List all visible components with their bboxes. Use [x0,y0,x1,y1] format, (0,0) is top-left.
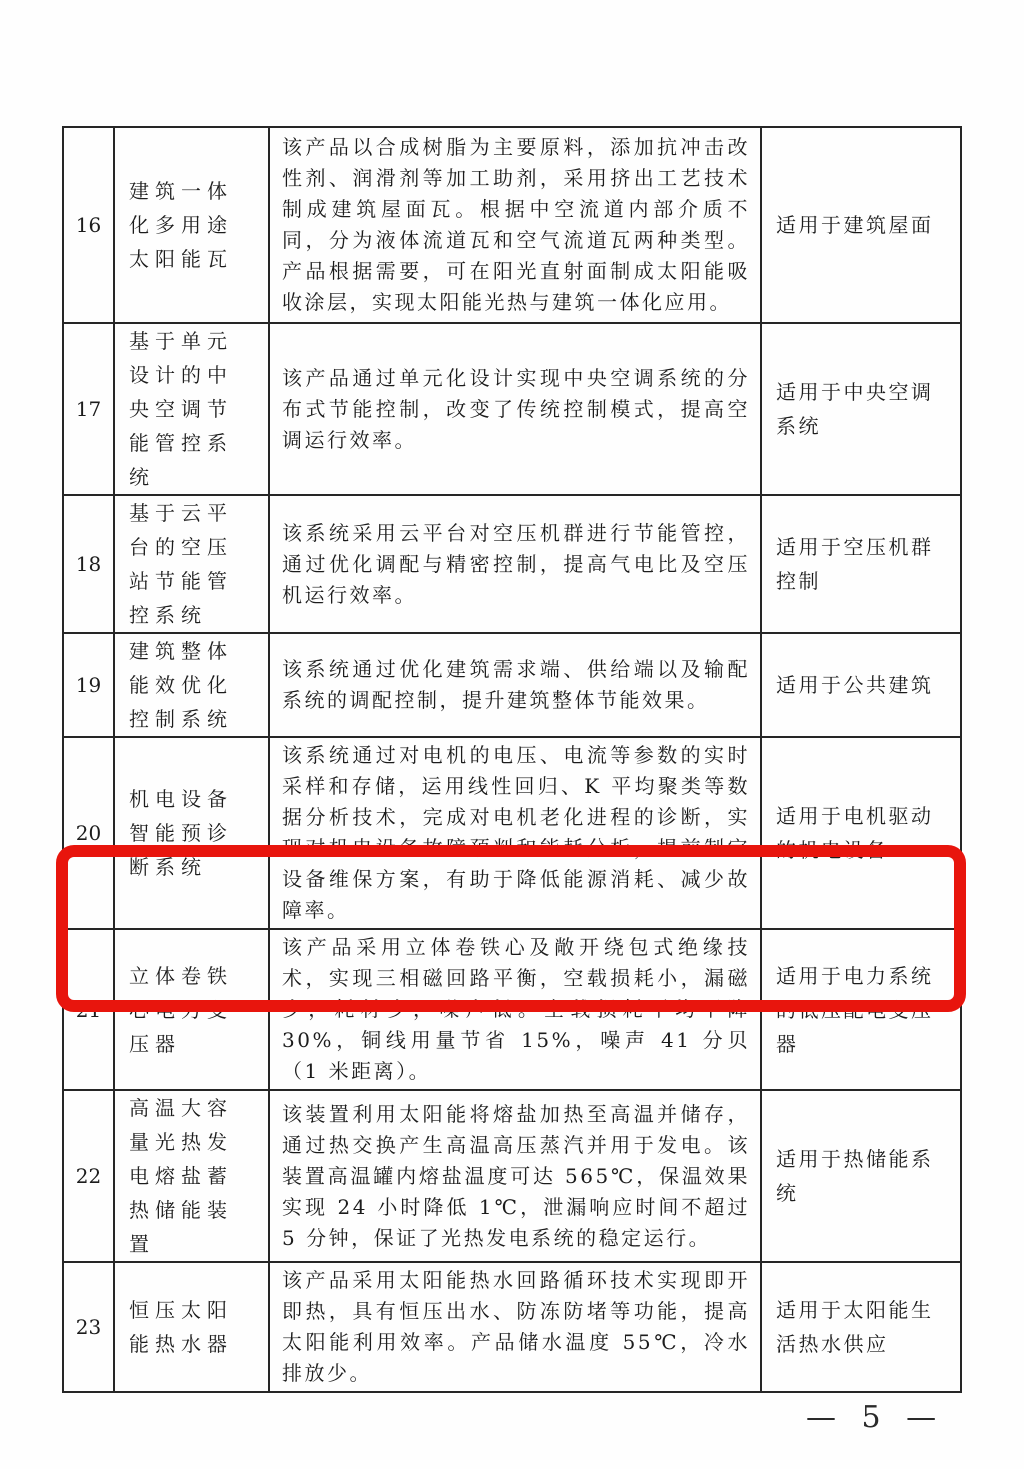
product-name: 建筑一体化多用途太阳能瓦 [114,127,269,323]
table-row [63,737,961,929]
product-applicability: 适用于空压机群控制 [761,495,961,633]
table-row [63,495,961,633]
product-applicability: 适用于热储能系统 [761,1090,961,1262]
product-description: 该系统通过对电机的电压、电流等参数的实时采样和存储，运用线性回归、K 平均聚类等数据分析技术，完成对电机老化进程的诊断，实现对机电设备故障预判和能耗分析，提前制定设备维保方案，有助于降低能源消耗、减少故障率。 [269,737,761,929]
table-row [63,1262,961,1392]
product-applicability: 适用于太阳能生活热水供应 [761,1262,961,1392]
row-number: 20 [63,737,114,929]
row-number: 21 [63,929,114,1090]
product-description: 该产品采用立体卷铁心及敞开绕包式绝缘技术，实现三相磁回路平衡，空载损耗小，漏磁少，耗材少，噪声低。空载损耗平均下降 30%，铜线用量节省 15%，噪声 41 分贝（1 米距离）。 [269,929,761,1090]
row-number: 23 [63,1262,114,1392]
product-name: 恒压太阳能热水器 [114,1262,269,1392]
table-row [63,323,961,495]
product-name: 机电设备智能预诊断系统 [114,737,269,929]
product-applicability: 适用于建筑屋面 [761,127,961,323]
product-name: 基于云平台的空压站节能管控系统 [114,495,269,633]
row-number: 18 [63,495,114,633]
row-number: 22 [63,1090,114,1262]
page-number: — 5 — [806,1400,945,1435]
product-description: 该系统通过优化建筑需求端、供给端以及输配系统的调配控制，提升建筑整体节能效果。 [269,633,761,737]
product-applicability: 适用于电机驱动的机电设备 [761,737,961,929]
product-name: 基于单元设计的中央空调节能管控系统 [114,323,269,495]
table-row [63,127,961,323]
product-applicability: 适用于电力系统的低压配电变压器 [761,929,961,1090]
product-applicability: 适用于中央空调系统 [761,323,961,495]
product-applicability: 适用于公共建筑 [761,633,961,737]
product-description: 该产品以合成树脂为主要原料，添加抗冲击改性剂、润滑剂等加工助剂，采用挤出工艺技术制成建筑屋面瓦。根据中空流道内部介质不同，分为液体流道瓦和空气流道瓦两种类型。产品根据需要，可在阳光直射面制成太阳能吸收涂层，实现太阳能光热与建筑一体化应用。 [269,127,761,323]
product-name: 立体卷铁心电力变压器 [114,929,269,1090]
product-name: 高温大容量光热发电熔盐蓄热储能装置 [114,1090,269,1262]
row-number: 17 [63,323,114,495]
product-description: 该系统采用云平台对空压机群进行节能管控，通过优化调配与精密控制，提高气电比及空压机运行效率。 [269,495,761,633]
row-number: 19 [63,633,114,737]
row-number: 16 [63,127,114,323]
product-description: 该产品采用太阳能热水回路循环技术实现即开即热，具有恒压出水、防冻防堵等功能，提高太阳能利用效率。产品储水温度 55℃，冷水排放少。 [269,1262,761,1392]
products-table [62,126,962,1393]
product-name: 建筑整体能效优化控制系统 [114,633,269,737]
table-row [63,1090,961,1262]
table-row [63,633,961,737]
product-description: 该装置利用太阳能将熔盐加热至高温并储存，通过热交换产生高温高压蒸汽并用于发电。该装置高温罐内熔盐温度可达 565℃，保温效果实现 24 小时降低 1℃，泄漏响应时间不超过 5 分钟，保证了光热发电系统的稳定运行。 [269,1090,761,1262]
product-description: 该产品通过单元化设计实现中央空调系统的分布式节能控制，改变了传统控制模式，提高空调运行效率。 [269,323,761,495]
table-row-highlighted [63,929,961,1090]
